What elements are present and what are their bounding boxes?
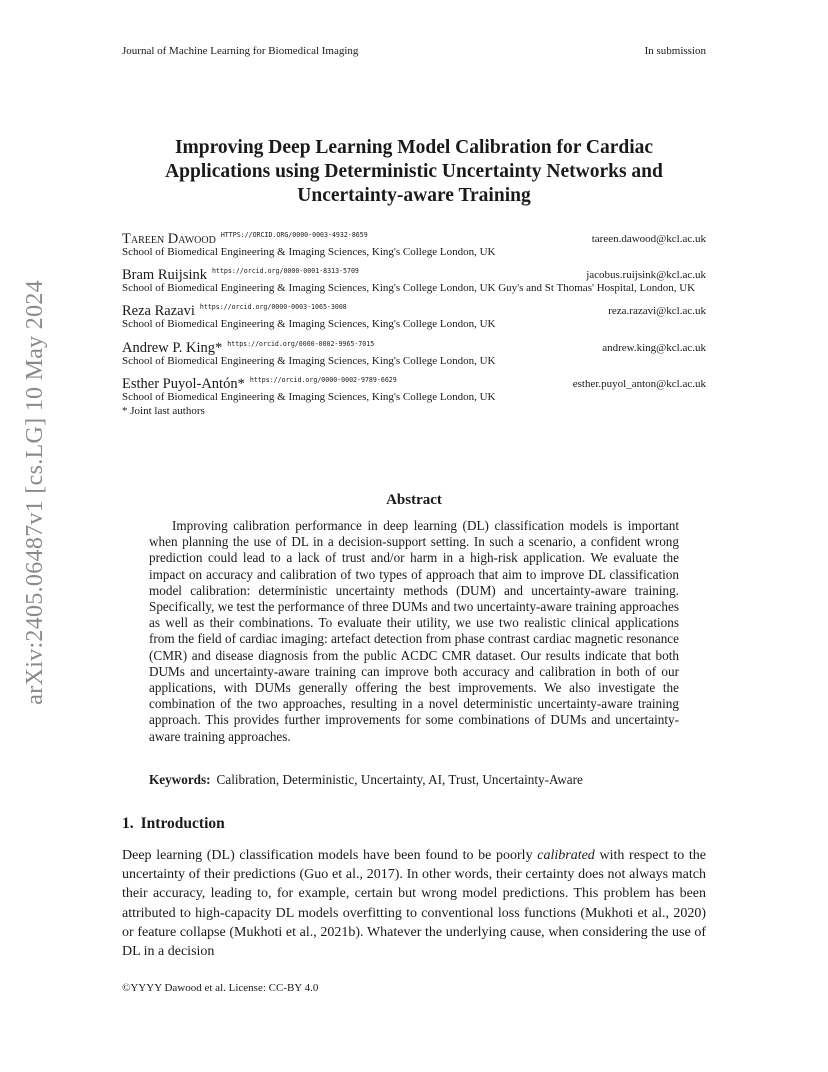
author-name: Andrew P. King* xyxy=(122,339,223,356)
keywords-label: Keywords: xyxy=(149,772,211,787)
title-line: Improving Deep Learning Model Calibration for Cardiac xyxy=(174,137,654,158)
author-name: Reza Razavi xyxy=(122,303,195,320)
author-affiliation: School of Biomedical Engineering & Imaging Sciences, King's College London, UK Guy's and St Thomas' Hospital, London, UK xyxy=(122,282,696,295)
orcid-link[interactable]: https://orcid.org/0000-0003-1065-3008 xyxy=(199,303,347,312)
author-block xyxy=(122,230,706,417)
orcid-link[interactable]: HTTPS://ORCID.ORG/0000-0003-4932-8659 xyxy=(220,231,368,239)
author-name: Bram Ruijsink xyxy=(122,267,207,284)
author-name: Tareen Dawood xyxy=(122,231,216,247)
author-affiliation: School of Biomedical Engineering & Imaging Sciences, King's College London, UK xyxy=(122,354,496,367)
author-entry xyxy=(122,302,706,331)
orcid-link[interactable]: https://orcid.org/0000-0002-9789-6629 xyxy=(249,375,397,384)
author-entry xyxy=(122,339,706,368)
author-email[interactable]: esther.puyol_anton@kcl.ac.uk xyxy=(572,377,706,390)
intro-text: Deep learning (DL) classification models have been found to be poorly xyxy=(122,848,538,863)
arxiv-identifier[interactable]: arXiv:2405.06487v1 [cs.LG] 10 May 2024 xyxy=(22,280,48,705)
author-affiliation: School of Biomedical Engineering & Imaging Sciences, King's College London, UK xyxy=(122,246,496,258)
author-email[interactable]: tareen.dawood@kcl.ac.uk xyxy=(591,233,706,245)
paper-title xyxy=(100,136,728,208)
abstract-text: Improving calibration performance in deep learning (DL) classification models is important when planning the use of DL in a decision-support setting. In such a scenario, a confident wrong prediction could lead to a lack of trust and/or harm in a high-risk application. We evaluate the impact on accuracy and calibration of two types of approach that aim to improve DL classification model calibration: deterministic uncertainty methods (DUM) and uncertainty-aware training. Specifically, we test the performance of three DUMs and two uncertainty-aware training approaches as well as their combinations. To evaluate their utility, we use two realistic clinical applications from the field of cardiac imaging: artefact detection from phase contrast cardiac magnetic resonance (CMR) and disease diagnosis from the public ACDC CMR dataset. Our results indicate that both DUMs and uncertainty-aware training can improve both accuracy and calibration in both of our applications, with DUMs generally offering the best improvements. We also investigate the combination of the two approaches, resulting in a novel deterministic uncertainty-aware training approach. This provides further improvements for some combinations of DUMs and uncertainty-aware training approaches. xyxy=(149,518,679,744)
keywords-text: Calibration, Deterministic, Uncertainty, AI, Trust, Uncertainty-Aware xyxy=(216,772,583,787)
author-entry xyxy=(122,230,706,259)
author-email[interactable]: andrew.king@kcl.ac.uk xyxy=(602,341,706,354)
orcid-link[interactable]: https://orcid.org/0000-0001-8313-5709 xyxy=(212,267,359,276)
author-affiliation: School of Biomedical Engineering & Imaging Sciences, King's College London, UK xyxy=(122,318,496,331)
title-line: Uncertainty-aware Training xyxy=(297,185,531,206)
author-email[interactable]: reza.razavi@kcl.ac.uk xyxy=(608,305,706,318)
emphasis-calibrated: calibrated xyxy=(537,848,595,863)
author-affiliation: School of Biomedical Engineering & Imaging Sciences, King's College London, UK xyxy=(122,390,496,403)
journal-name: Journal of Machine Learning for Biomedical Imaging xyxy=(122,45,359,57)
keywords-line xyxy=(149,772,679,788)
introduction-paragraph xyxy=(122,846,706,961)
intro-text: with respect to the uncertainty of their predictions (Guo et al., 2017). In other words, their certainty does not always match their accuracy, leading to, for example, certain but wrong model predictions. This problem has been attributed to high-capacity DL models overfitting to conventional loss functions (Mukhoti et al., 2020) or feature collapse (Mukhoti et al., 2021b). Whatever the underlying cause, when considering the use of DL in a decision xyxy=(122,848,707,960)
section-number: 1. xyxy=(122,815,134,832)
submission-status: In submission xyxy=(644,45,706,57)
section-heading xyxy=(122,815,225,833)
title-line: Applications using Deterministic Uncertainty Networks and xyxy=(165,161,663,182)
joint-authorship-note: * Joint last authors xyxy=(122,405,205,418)
abstract-heading: Abstract xyxy=(386,492,442,508)
license-footer: ©YYYY Dawood et al. License: CC-BY 4.0 xyxy=(122,982,319,994)
author-email[interactable]: jacobus.ruijsink@kcl.ac.uk xyxy=(586,269,706,282)
author-entry xyxy=(122,375,706,404)
author-name: Esther Puyol-Antón* xyxy=(122,375,245,392)
section-title: Introduction xyxy=(140,815,225,832)
orcid-link[interactable]: https://orcid.org/0000-0002-9965-7015 xyxy=(227,339,375,348)
author-entry xyxy=(122,266,706,295)
